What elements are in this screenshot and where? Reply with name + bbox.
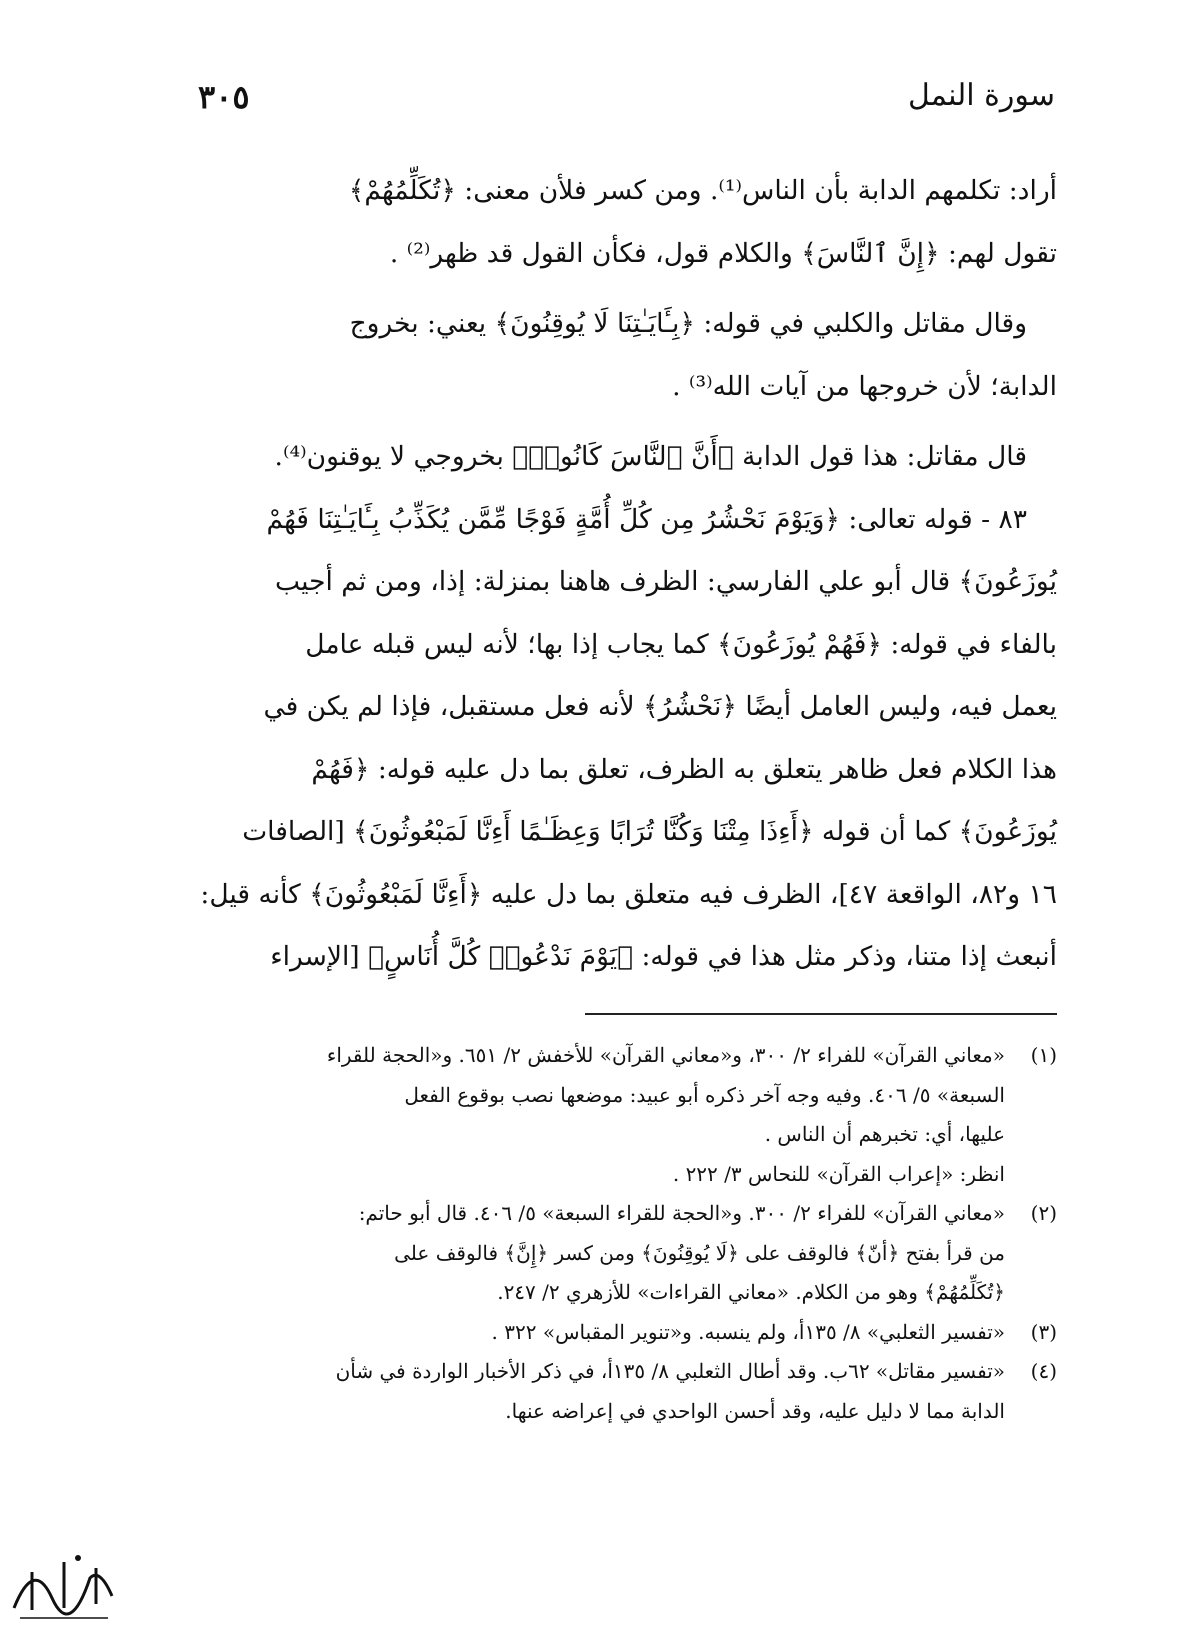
- body-line: يعمل فيه، وليس العامل أيضًا ﴿نَحْشُرُ﴾ لأنه فعل مستقبل، فإذا لم يكن في: [263, 691, 1057, 722]
- footnote: [126, 1194, 1057, 1313]
- footnote-line: انظر: «إعراب القرآن» للنحاس ٣/ ٢٢٢ .: [672, 1161, 1005, 1186]
- footnote-number: (١): [1030, 1043, 1057, 1067]
- footnote-line: الدابة مما لا دليل عليه، وقد أحسن الواحدي في إعراضه عنها.: [505, 1398, 1005, 1423]
- page-header: [180, 78, 1055, 128]
- footnote-line: السبعة» ٥/ ٤٠٦. وفيه وجه آخر ذكره أبو عبيد: موضعها نصب بوقوع الفعل: [404, 1082, 1005, 1107]
- body-line: قال مقاتل: هذا قول الدابة ﴿أَنَّ ٱلنَّاسَ كَانُوا۟﴾ بخروجي لا يوقنون⁽⁴⁾.: [274, 441, 1027, 472]
- footnote-line: من قرأ بفتح ﴿أنّ﴾ فالوقف على ﴿لَا يُوقِنُونَ﴾ ومن كسر ﴿إِنَّ﴾ فالوقف على: [394, 1240, 1005, 1265]
- body-line: أنبعث إذا متنا، وذكر مثل هذا في قوله: ﴿يَوْمَ نَدْعُوا۟ كُلَّ أُنَاسٍ﴾ [الإسراء: [270, 941, 1057, 972]
- body-line: ١٦ و٨٢، الواقعة ٤٧]، الظرف فيه متعلق بما دل عليه ﴿أَءِنَّا لَمَبْعُوثُونَ﴾ كأنه قيل:: [200, 878, 1057, 910]
- footnote-line: «معاني القرآن» للفراء ٢/ ٣٠٠. و«الحجة للقراء السبعة» ٥/ ٤٠٦. قال أبو حاتم:: [358, 1201, 1005, 1225]
- footnote-line: عليها، أي: تخبرهم أن الناس .: [764, 1122, 1005, 1146]
- body-line: تقول لهم: ﴿إِنَّ ٱلنَّاسَ﴾ والكلام قول، فكأن القول قد ظهر⁽²⁾ .: [389, 237, 1057, 269]
- footnote-number: (٣): [1030, 1319, 1057, 1344]
- footnote-divider: [585, 1013, 1057, 1015]
- footnotes: [126, 1036, 1057, 1431]
- footnote-line: «تفسير الثعلبي» ٨/ ١٣٥أ، ولم ينسبه. و«تنوير المقباس» ٣٢٢ .: [491, 1319, 1005, 1344]
- footnote-line: «معاني القرآن» للفراء ٢/ ٣٠٠، و«معاني القرآن» للأخفش ٢/ ٦٥١. و«الحجة للقراء: [326, 1043, 1005, 1067]
- footnote-line: «تفسير مقاتل» ٦٢ب. وقد أطال الثعلبي ٨/ ١٣٥أ، في ذكر الأخبار الواردة في شأن: [335, 1359, 1005, 1383]
- footnote: [126, 1313, 1057, 1353]
- body-line: الدابة؛ لأن خروجها من آيات الله⁽³⁾ .: [672, 370, 1057, 402]
- body-line: هذا الكلام فعل ظاهر يتعلق به الظرف، تعلق بما دل عليه قوله: ﴿فَهُمْ: [311, 753, 1057, 785]
- body-line: أراد: تكلمهم الدابة بأن الناس⁽¹⁾. ومن كسر فلأن معنى: ﴿تُكَلِّمُهُمْ﴾: [348, 175, 1057, 206]
- footnote: [126, 1352, 1057, 1431]
- footnote: [126, 1036, 1057, 1194]
- body-line: يُوزَعُونَ﴾ قال أبو علي الفارسي: الظرف هاهنا بمنزلة: إذا، ومن ثم أجيب: [275, 566, 1057, 597]
- main-text: [128, 160, 1057, 989]
- signature-stamp: [4, 1538, 124, 1634]
- body-line: ٨٣ - قوله تعالى: ﴿وَيَوْمَ نَحْشُرُ مِن كُلِّ أُمَّةٍ فَوْجًا مِّمَّن يُكَذِّبُ بِـَٔايَـٰتِنَا فَهُمْ: [266, 503, 1027, 535]
- body-line: وقال مقاتل والكلبي في قوله: ﴿بِـَٔايَـٰتِنَا لَا يُوقِنُونَ﴾ يعني: بخروج: [349, 308, 1027, 339]
- body-line: بالفاء في قوله: ﴿فَهُمْ يُوزَعُونَ﴾ كما يجاب إذا بها؛ لأنه ليس قبله عامل: [305, 628, 1057, 660]
- footnote-number: (٢): [1030, 1201, 1057, 1225]
- body-line: يُوزَعُونَ﴾ كما أن قوله ﴿أَءِذَا مِتْنَا وَكُنَّا تُرَابًا وَعِظَـٰمًا أَءِنَّا لَمَبْعُوثُونَ﴾ [الصافات: [242, 816, 1057, 847]
- footnote-line: ﴿تُكَلِّمُهُمْ﴾ وهو من الكلام. «معاني القراءات» للأزهري ٢/ ٢٤٧.: [497, 1280, 1005, 1304]
- surah-title: سورة النمل: [908, 78, 1055, 113]
- footnote-number: (٤): [1030, 1359, 1057, 1383]
- calligraphy-logo-icon: [4, 1538, 124, 1634]
- page-number: ٣٠٥: [198, 78, 250, 116]
